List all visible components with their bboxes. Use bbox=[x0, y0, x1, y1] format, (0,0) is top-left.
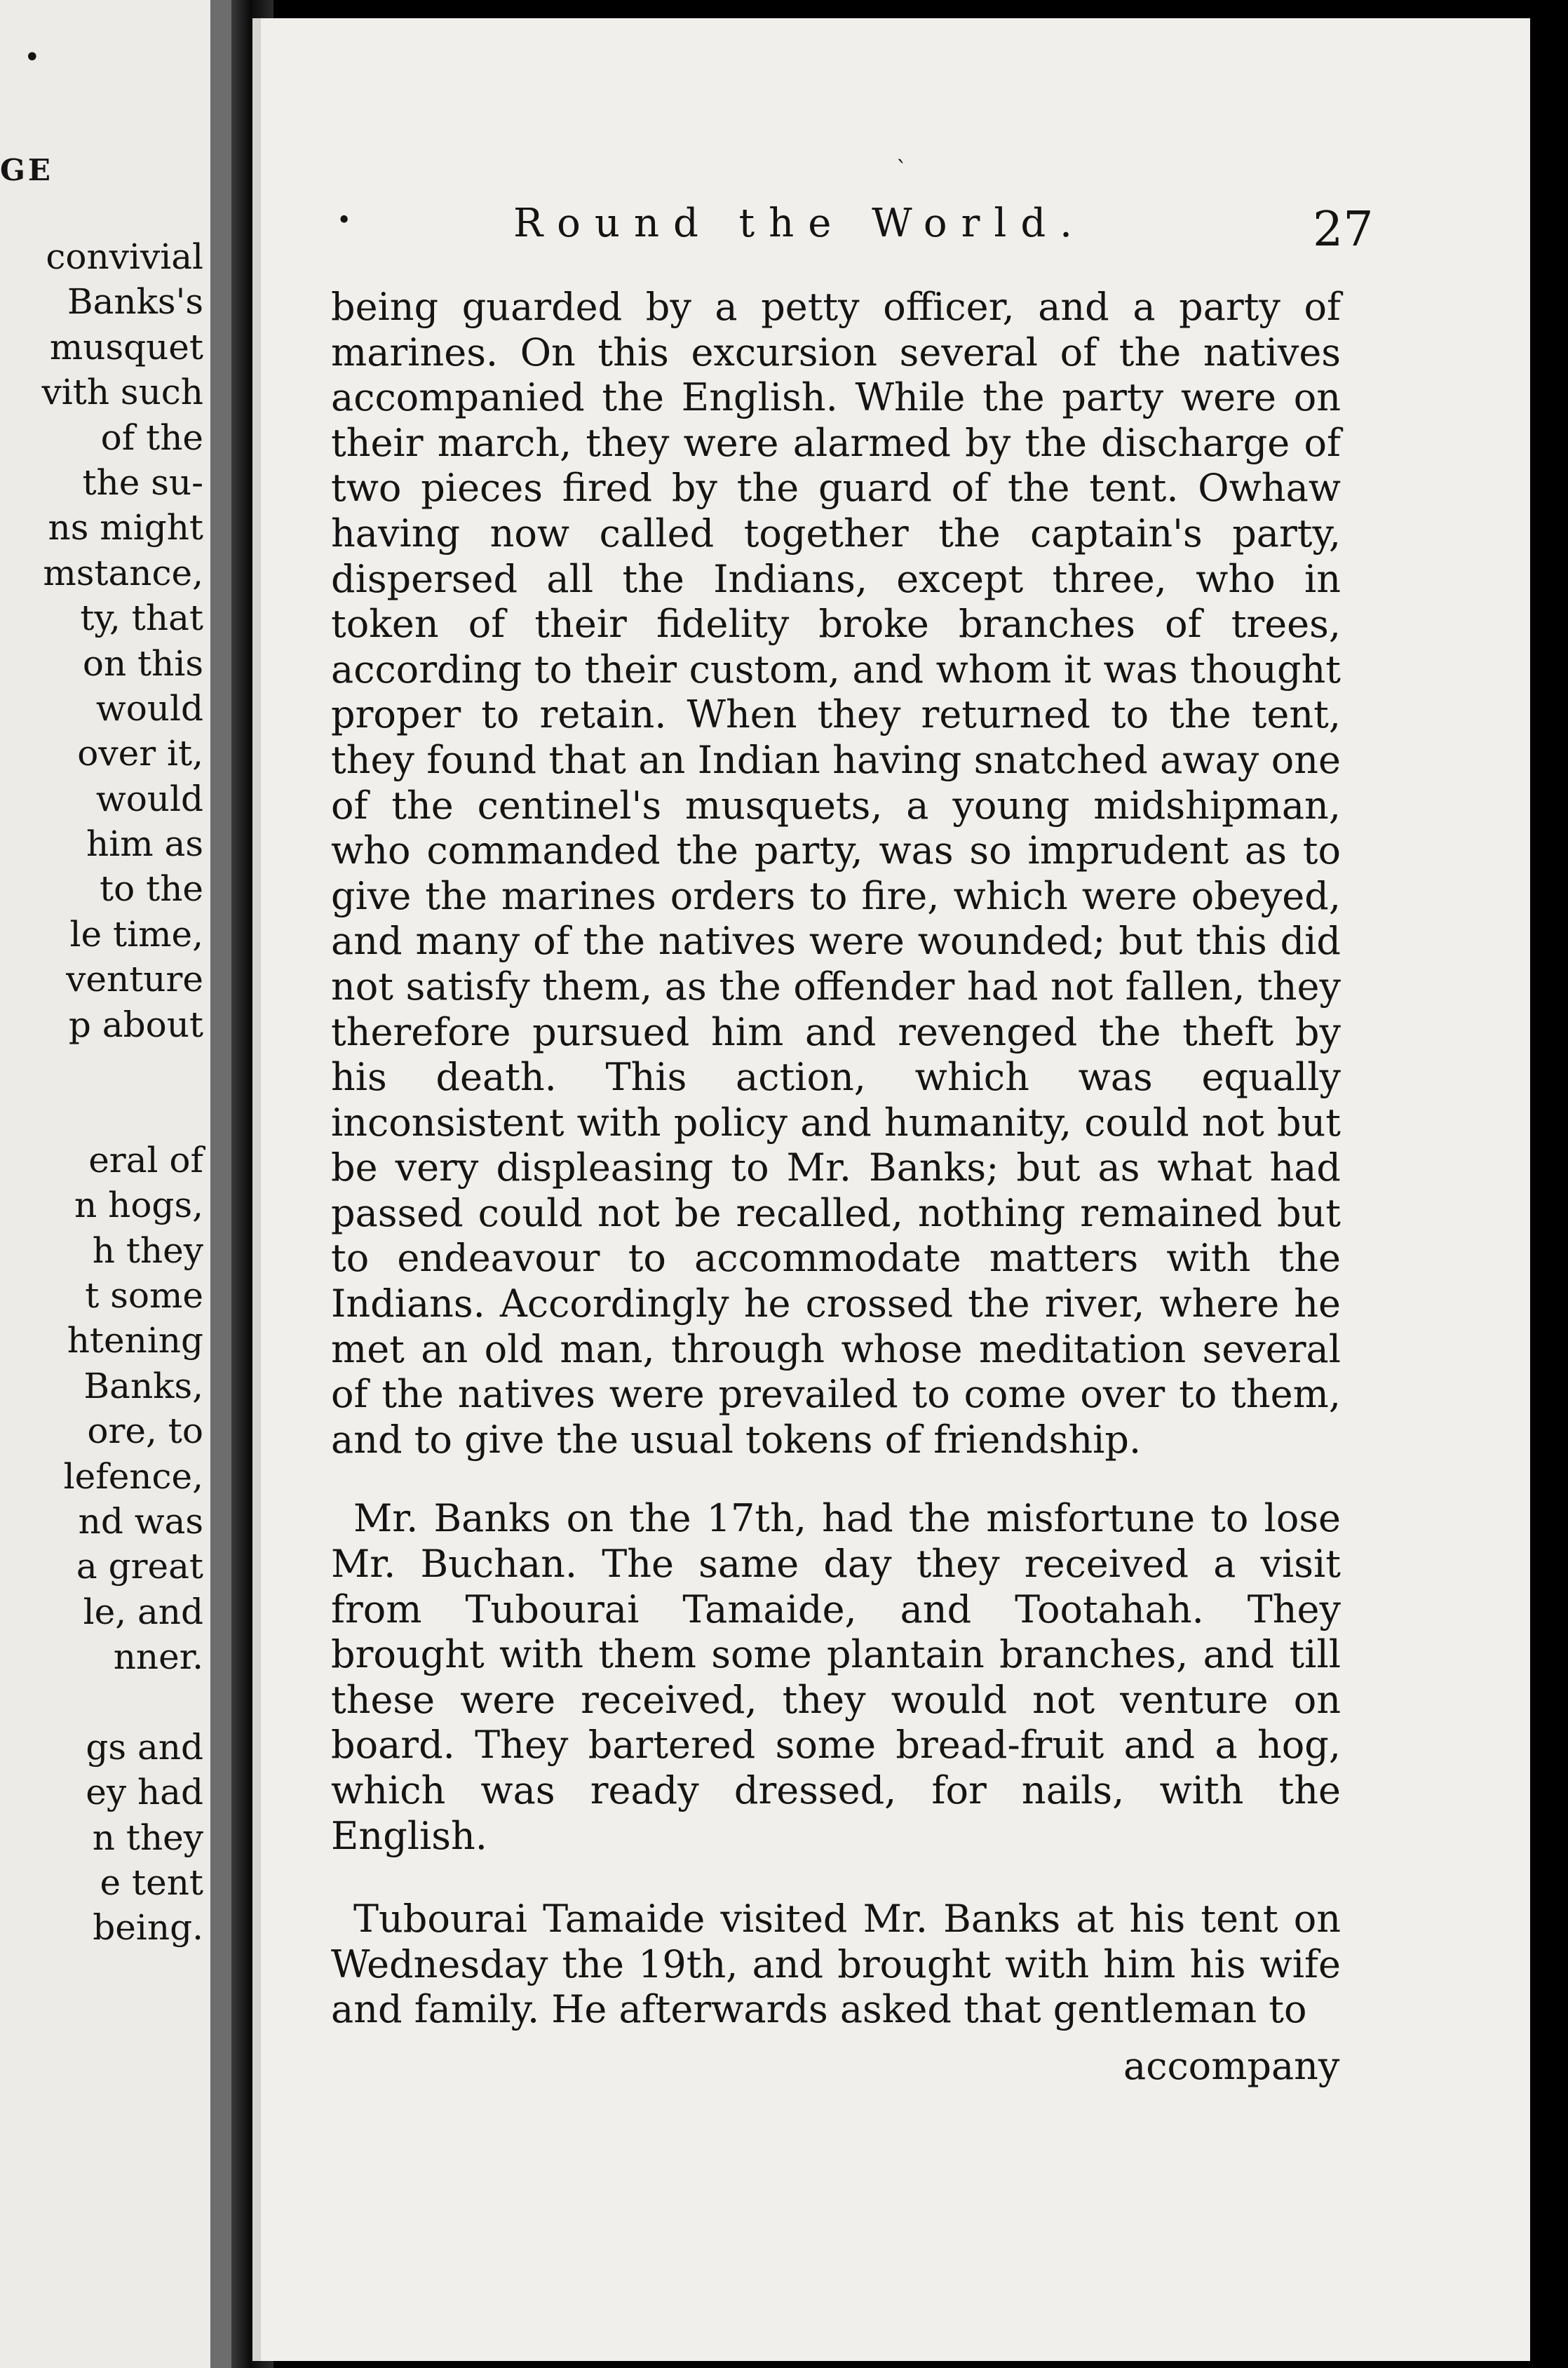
facing-page-line: n hogs, bbox=[74, 1185, 203, 1226]
facing-page-line: over it, bbox=[77, 733, 203, 774]
facing-page-line: h they bbox=[92, 1230, 203, 1271]
facing-page-line: le, and bbox=[83, 1591, 203, 1632]
facing-page-line: would bbox=[95, 778, 203, 819]
facing-page-line: nner. bbox=[113, 1636, 203, 1678]
facing-page-line: lefence, bbox=[63, 1455, 203, 1497]
facing-page-line: of the bbox=[100, 417, 203, 458]
page-mark: • bbox=[24, 41, 41, 74]
facing-page-line: p about bbox=[68, 1004, 203, 1045]
running-head: Round the World. bbox=[513, 201, 1086, 246]
facing-page-line: htening bbox=[67, 1320, 203, 1361]
facing-page-line: mstance, bbox=[43, 552, 203, 593]
facing-page-line: would bbox=[95, 687, 203, 729]
paragraph: being guarded by a petty officer, and a party of marines. On this excursion several of the natives accompanied the English. While the party were on their march, they were alarmed by the discharge of two pieces fired by the guard of the tent. Owhaw having now called together the captain's party, dispersed all the Indians, except three, who in token of their fidelity broke branches of trees, according to their custom, and whom it was thought proper to retain. When they returned to the tent, they found that an Indian having snatched away one of the centinel's musquets, a young midshipman, who commanded the party, was so imprudent as to give the marines orders to fire, which were obeyed, and many of the natives were wounded; but this did not satisfy them, as the offender had not fallen, they therefore pursued him and revenged the theft by his death. This action, which was equally inconsistent with policy and humanity, could not but be very displeasing to Mr. Banks; but as what had passed could not be recalled, nothing remained but to endeavour to accommodate matters with the Indians. Accordingly he crossed the river, where he met an old man, through whose meditation several of the natives were prevailed to come over to them, and to give the usual tokens of friendship. bbox=[331, 285, 1341, 1462]
facing-page-line: venture bbox=[66, 959, 203, 1000]
paragraph: Tubourai Tamaide visited Mr. Banks at his tent on Wednesday the 19th, and brought with him his wife and family. He afterwards asked that gentleman to bbox=[331, 1897, 1341, 2032]
facing-page-line: vith such bbox=[41, 372, 203, 413]
main-page bbox=[252, 18, 1530, 2361]
facing-page-line bbox=[42, 1680, 204, 1725]
facing-page-line: ey had bbox=[86, 1772, 203, 1813]
facing-page-line: convivial bbox=[46, 236, 203, 277]
ink-mark: ˋ bbox=[896, 156, 907, 182]
facing-page-line: ore, to bbox=[87, 1411, 203, 1452]
facing-page-line bbox=[42, 1047, 204, 1092]
facing-page-line: n they bbox=[92, 1817, 203, 1858]
catchword: accompany bbox=[1123, 2044, 1340, 2088]
facing-page-line: ty, that bbox=[80, 598, 203, 639]
facing-page-line: e tent bbox=[100, 1862, 203, 1904]
facing-page-line: Banks's bbox=[67, 281, 203, 323]
paragraph: Mr. Banks on the 17th, had the misfortune to lose Mr. Buchan. The same day they received a visit from Tubourai Tamaide, and Tootahah. They brought with them some plantain branches, and till these were received, they would not venture on board. They bartered some bread-fruit and a hog, which was ready dressed, for nails, with the English. bbox=[331, 1496, 1341, 1858]
facing-page-line: gs and bbox=[86, 1726, 203, 1768]
ink-dot: • bbox=[337, 206, 352, 235]
facing-page-line-ends bbox=[42, 234, 204, 1951]
facing-page-line: the su- bbox=[82, 462, 203, 503]
facing-running-head-fragment: GE bbox=[0, 153, 53, 187]
facing-page-line: being. bbox=[93, 1907, 203, 1949]
facing-page-line: a great bbox=[76, 1546, 203, 1587]
facing-page-line: le time, bbox=[69, 913, 203, 955]
page-number: 27 bbox=[1313, 202, 1374, 257]
facing-page-line: on this bbox=[82, 643, 203, 684]
facing-page-line: eral of bbox=[88, 1139, 203, 1180]
facing-page-fragment bbox=[0, 0, 224, 2368]
body-text bbox=[331, 285, 1341, 2033]
facing-page-line: to the bbox=[100, 868, 203, 910]
facing-page-line: Banks, bbox=[83, 1365, 203, 1406]
facing-page-line: musquet bbox=[49, 326, 203, 368]
facing-page-line: t some bbox=[85, 1274, 203, 1316]
facing-page-line: him as bbox=[86, 823, 203, 865]
facing-page-line: nd was bbox=[78, 1500, 203, 1542]
facing-page-line: ns might bbox=[48, 507, 203, 549]
facing-page-line bbox=[42, 1092, 204, 1137]
